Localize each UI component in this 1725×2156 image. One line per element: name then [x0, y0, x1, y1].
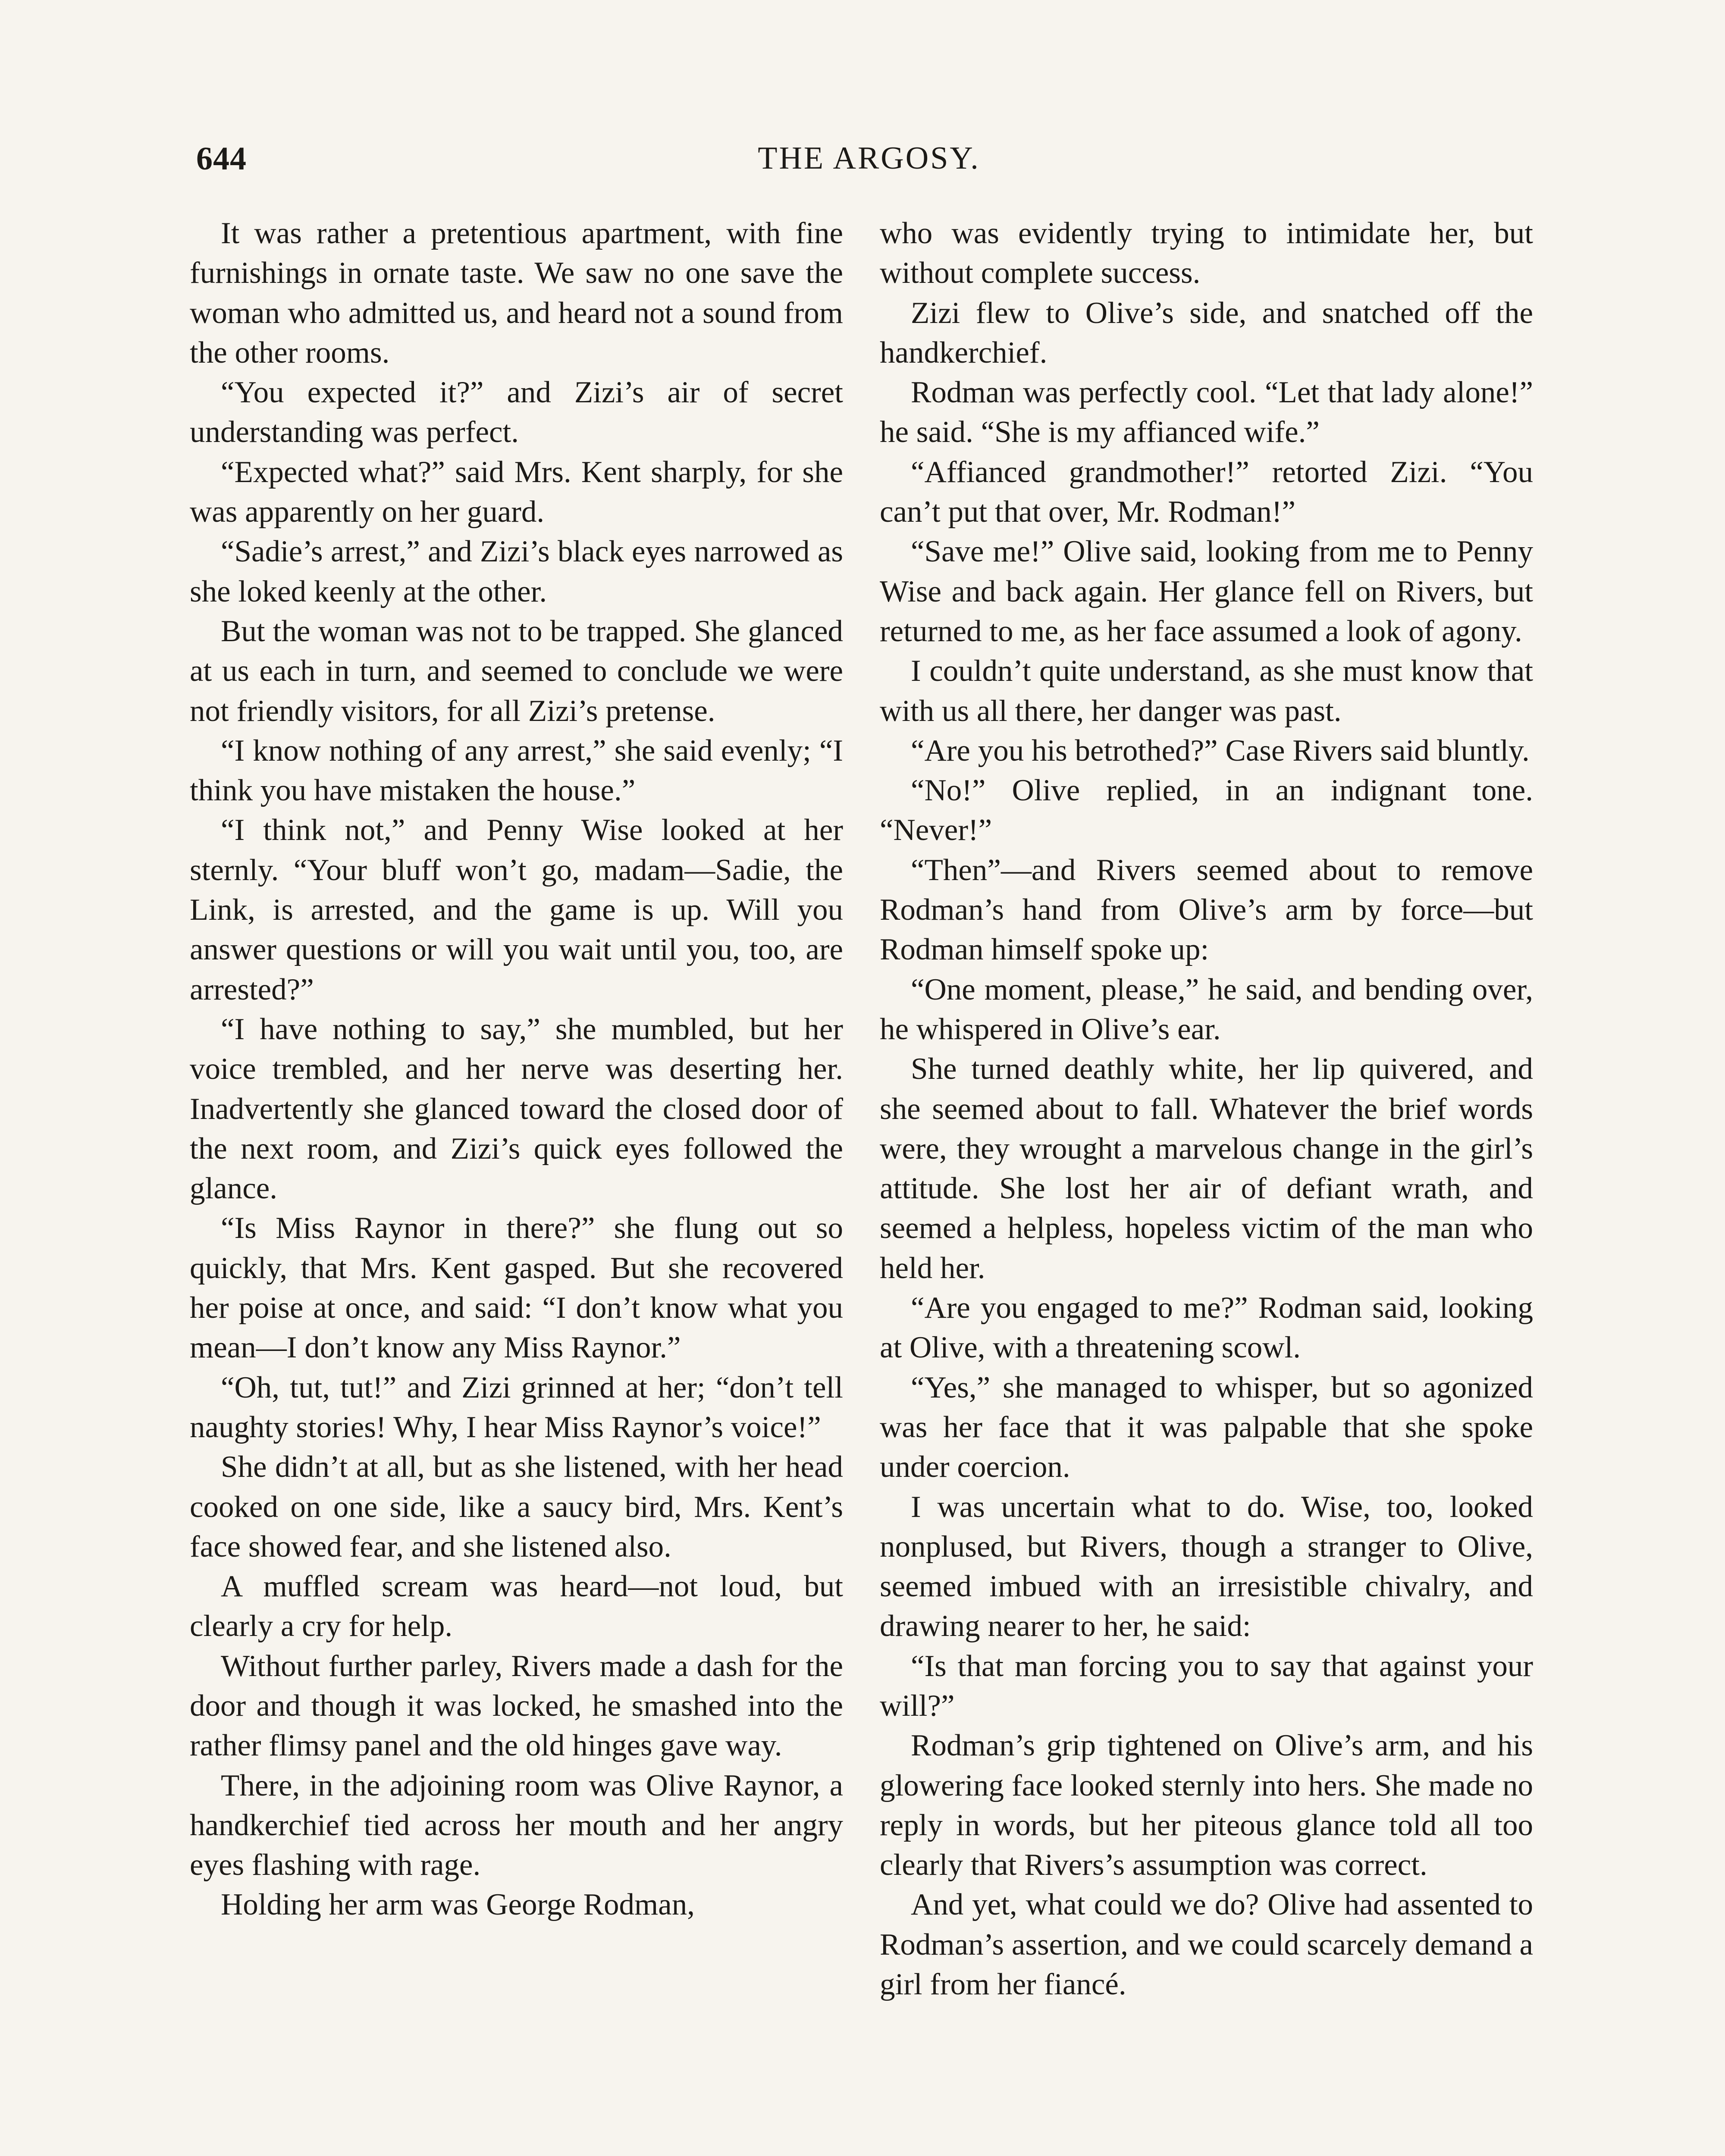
paragraph: “Expected what?” said Mrs. Kent sharply, for she was apparently on her guard.: [190, 455, 843, 529]
paragraph: But the woman was not to be trapped. She glanced at us each in turn, and seemed to conclude we were not friendly visitors, for all Zizi’s pretense.: [190, 614, 843, 728]
page-header: [196, 140, 1542, 188]
paragraph: “No!” Olive replied, in an indignant tone. “Never!”: [880, 774, 1533, 847]
paragraph: She turned deathly white, her lip quivered, and she seemed about to fall. Whatever the brief words were, they wrought a marvelous change in the girl’s attitude. She lost her air of defiant wrath, and seemed a helpless, hopeless victim of the man who held her.: [880, 1052, 1533, 1285]
paragraph: “One moment, please,” he said, and bending over, he whispered in Olive’s ear.: [880, 972, 1533, 1046]
paragraph: Holding her arm was George Rodman,: [221, 1888, 695, 1922]
running-title: THE ARGOSY.: [758, 141, 980, 176]
page-number: 644: [196, 141, 247, 177]
paragraph: “Is that man forcing you to say that against your will?”: [880, 1649, 1533, 1723]
paragraph: Rodman was perfectly cool. “Let that lady alone!” he said. “She is my affianced wife.”: [880, 376, 1533, 449]
paragraph: “I think not,” and Penny Wise looked at her sternly. “Your bluff won’t go, madam—Sadie, the Link, is arrested, and the game is up. Will you answer questions or will you wait until you, too, are arrested?”: [190, 813, 843, 1006]
paragraph: It was rather a pretentious apartment, with fine furnishings in ornate taste. We saw no one save the woman who admitted us, and heard not a sound from the other rooms.: [190, 216, 843, 370]
paragraph: A muffled scream was heard—not loud, but clearly a cry for help.: [190, 1570, 843, 1643]
paragraph: I couldn’t quite understand, as she must know that with us all there, her danger was past.: [880, 654, 1533, 728]
paragraph: “Save me!” Olive said, looking from me to Penny Wise and back again. Her glance fell on Rivers, but returned to me, as her face assumed a look of agony.: [880, 535, 1533, 648]
paragraph: “I know nothing of any arrest,” she said evenly; “I think you have mistaken the house.”: [190, 733, 843, 808]
paragraph: “Affianced grandmother!” retorted Zizi. “You can’t put that over, Mr. Rodman!”: [880, 455, 1533, 529]
paragraph: “Sadie’s arrest,” and Zizi’s black eyes narrowed as she loked keenly at the other.: [190, 535, 843, 608]
paragraph: “Oh, tut, tut!” and Zizi grinned at her; “don’t tell naughty stories! Why, I hear Miss Raynor’s voice!”: [190, 1370, 843, 1444]
paragraph: There, in the adjoining room was Olive Raynor, a handkerchief tied across her mouth and her angry eyes flashing with rage.: [190, 1768, 843, 1882]
paragraph: “Are you engaged to me?” Rodman said, looking at Olive, with a threatening scowl.: [880, 1291, 1533, 1365]
paragraph: “You expected it?” and Zizi’s air of secret understanding was perfect.: [190, 376, 843, 449]
paragraph: Without further parley, Rivers made a dash for the door and though it was locked, he smashed into the rather flimsy panel and the old hinges gave way.: [190, 1649, 843, 1763]
paragraph: who was evidently trying to intimidate her, but without complete success.: [880, 216, 1533, 290]
paragraph: Rodman’s grip tightened on Olive’s arm, and his glowering face looked sternly into hers. She made no reply in words, but her piteous glance told all too clearly that Rivers’s assumption was correct.: [880, 1729, 1533, 1882]
right-column: [880, 213, 1533, 2004]
left-column: [190, 213, 843, 1925]
paragraph: And yet, what could we do? Olive had assented to Rodman’s assertion, and we could scarcely demand a girl from her fiancé.: [880, 1888, 1533, 2002]
paragraph: “Is Miss Raynor in there?” she flung out so quickly, that Mrs. Kent gasped. But she recovered her poise at once, and said: “I don’t know what you mean—I don’t know any Miss Raynor.”: [190, 1211, 843, 1365]
paragraph: Zizi flew to Olive’s side, and snatched off the handkerchief.: [880, 296, 1533, 370]
paragraph: “Are you his betrothed?” Case Rivers said bluntly.: [911, 733, 1530, 768]
paragraph: I was uncertain what to do. Wise, too, looked nonplused, but Rivers, though a stranger to Olive, seemed imbued with an irresistible chivalry, and drawing nearer to her, he said:: [880, 1490, 1533, 1643]
paragraph: She didn’t at all, but as she listened, with her head cooked on one side, like a saucy bird, Mrs. Kent’s face showed fear, and she listened also.: [190, 1450, 843, 1564]
paragraph: “Then”—and Rivers seemed about to remove Rodman’s hand from Olive’s arm by force—but Rodman himself spoke up:: [880, 853, 1533, 967]
paragraph: “Yes,” she managed to whisper, but so agonized was her face that it was palpable that she spoke under coercion.: [880, 1370, 1533, 1484]
paragraph: “I have nothing to say,” she mumbled, but her voice trembled, and her nerve was deserting her. Inadvertently she glanced toward the closed door of the next room, and Zizi’s quick eyes followed the glance.: [190, 1012, 843, 1206]
